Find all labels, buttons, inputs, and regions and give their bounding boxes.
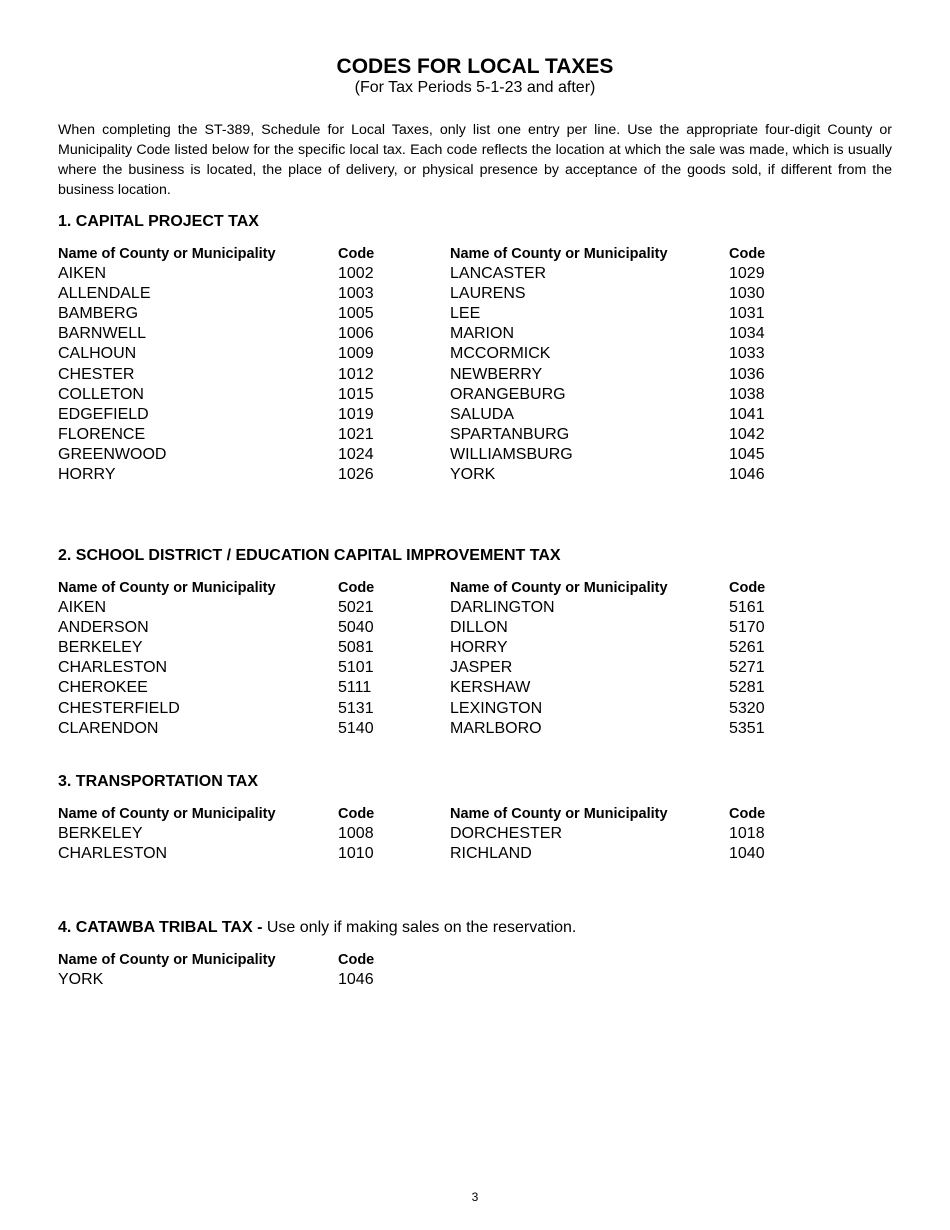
column-name1 xyxy=(58,578,276,739)
column-header-name: Name of County or Municipality xyxy=(450,806,668,822)
county-name: MCCORMICK xyxy=(450,345,551,363)
county-code: 1012 xyxy=(338,365,374,383)
section-heading xyxy=(58,212,892,232)
county-name: CHESTERFIELD xyxy=(58,699,180,717)
county-code: 1029 xyxy=(729,265,765,283)
column-code1 xyxy=(338,244,374,485)
county-name: LAURENS xyxy=(450,285,526,303)
county-name: KERSHAW xyxy=(450,679,531,697)
column-header-name: Name of County or Municipality xyxy=(58,952,276,968)
section-heading-text: 2. SCHOOL DISTRICT / EDUCATION CAPITAL IMPROVEMENT TAX xyxy=(58,547,561,564)
county-code: 5021 xyxy=(338,599,374,617)
page-title: CODES FOR LOCAL TAXES xyxy=(336,55,614,78)
county-name: HORRY xyxy=(58,466,116,484)
column-header-name: Name of County or Municipality xyxy=(58,246,276,262)
section-heading-text: 4. CATAWBA TRIBAL TAX - xyxy=(58,919,267,936)
county-code: 1033 xyxy=(729,345,765,363)
column-header-code: Code xyxy=(729,806,766,822)
section-heading-text: 3. TRANSPORTATION TAX xyxy=(58,773,258,790)
section-heading xyxy=(58,546,892,566)
county-code: 5081 xyxy=(338,639,374,657)
county-name: MARION xyxy=(450,325,514,343)
county-code: 1038 xyxy=(729,385,765,403)
county-name: BERKELEY xyxy=(58,639,143,657)
county-name: CHESTER xyxy=(58,365,135,383)
column-header-name: Name of County or Municipality xyxy=(58,806,276,822)
county-code: 5261 xyxy=(729,639,765,657)
column-code2 xyxy=(729,804,765,864)
column-header-code: Code xyxy=(338,246,375,262)
county-code: 1010 xyxy=(338,845,374,863)
county-name: ANDERSON xyxy=(58,619,149,637)
county-code: 1031 xyxy=(729,305,765,323)
county-code: 5320 xyxy=(729,699,765,717)
section-heading xyxy=(58,918,892,938)
county-name: COLLETON xyxy=(58,385,144,403)
page-subtitle: (For Tax Periods 5-1-23 and after) xyxy=(354,79,596,96)
county-code: 1041 xyxy=(729,405,765,423)
county-name: FLORENCE xyxy=(58,425,146,443)
column-header-code: Code xyxy=(338,580,375,596)
county-code: 5101 xyxy=(338,659,374,677)
county-name: LANCASTER xyxy=(450,265,547,283)
column-code2 xyxy=(729,578,765,739)
county-name: LEXINGTON xyxy=(450,699,543,717)
county-name: YORK xyxy=(58,971,104,989)
county-code: 5351 xyxy=(729,719,765,737)
county-code: 5170 xyxy=(729,619,765,637)
county-name: WILLIAMSBURG xyxy=(450,445,573,463)
county-name: SALUDA xyxy=(450,405,515,423)
county-name: LEE xyxy=(450,305,481,323)
county-code: 1030 xyxy=(729,285,765,303)
county-name: AIKEN xyxy=(58,599,107,617)
intro-paragraph: When completing the ST-389, Schedule for Local Taxes, only list one entry per line. Use the appropriate four-digit County or Municipality Code listed below for the specific local tax. Each code reflects the location at which the sale was made, which is usually where the business is located, the place of delivery, or physical presence by acceptance of the goods sold, if different from the business location. xyxy=(58,122,892,198)
page-number: 3 xyxy=(471,1190,479,1204)
county-code: 1006 xyxy=(338,325,374,343)
column-code1 xyxy=(338,804,374,864)
column-code1 xyxy=(338,578,374,739)
county-code: 5111 xyxy=(338,679,372,697)
county-code: 5271 xyxy=(729,659,765,677)
section-4 xyxy=(58,918,892,990)
county-code: 1021 xyxy=(338,425,374,443)
county-name: ALLENDALE xyxy=(58,285,151,303)
column-name1 xyxy=(58,804,276,864)
county-name: BAMBERG xyxy=(58,305,139,323)
column-name1 xyxy=(58,950,276,990)
county-name: HORRY xyxy=(450,639,508,657)
county-code: 1002 xyxy=(338,265,374,283)
county-name: NEWBERRY xyxy=(450,365,543,383)
county-code: 1003 xyxy=(338,285,374,303)
column-code1 xyxy=(338,950,374,990)
section-2 xyxy=(58,546,892,739)
section-note: Use only if making sales on the reservation. xyxy=(266,919,577,936)
county-code: 1040 xyxy=(729,845,765,863)
county-name: RICHLAND xyxy=(450,845,532,863)
county-code: 1026 xyxy=(338,466,374,484)
codes-table xyxy=(58,950,892,990)
county-name: CALHOUN xyxy=(58,345,137,363)
section-heading-text: 1. CAPITAL PROJECT TAX xyxy=(58,213,259,230)
county-name: SPARTANBURG xyxy=(450,425,570,443)
column-name2 xyxy=(450,244,668,485)
section-1 xyxy=(58,212,892,485)
county-code: 1015 xyxy=(338,385,374,403)
county-code: 5161 xyxy=(729,599,765,617)
column-name2 xyxy=(450,804,668,864)
county-name: DILLON xyxy=(450,619,508,637)
county-name: BARNWELL xyxy=(58,325,147,343)
county-code: 1024 xyxy=(338,445,374,463)
county-name: GREENWOOD xyxy=(58,445,167,463)
column-header-code: Code xyxy=(729,246,766,262)
county-name: CHARLESTON xyxy=(58,659,168,677)
county-name: JASPER xyxy=(450,659,513,677)
county-name: EDGEFIELD xyxy=(58,405,149,423)
county-name: DORCHESTER xyxy=(450,825,563,843)
county-code: 1008 xyxy=(338,825,374,843)
column-header-code: Code xyxy=(338,806,375,822)
county-code: 5040 xyxy=(338,619,374,637)
county-name: MARLBORO xyxy=(450,719,542,737)
county-name: CHEROKEE xyxy=(58,679,148,697)
column-header-code: Code xyxy=(338,952,375,968)
county-name: CHARLESTON xyxy=(58,845,168,863)
section-3 xyxy=(58,772,892,864)
column-name1 xyxy=(58,244,276,485)
codes-table xyxy=(58,244,892,485)
county-name: DARLINGTON xyxy=(450,599,555,617)
county-name: BERKELEY xyxy=(58,825,143,843)
county-code: 5281 xyxy=(729,679,765,697)
county-name: AIKEN xyxy=(58,265,107,283)
codes-table xyxy=(58,804,892,864)
column-header-name: Name of County or Municipality xyxy=(450,246,668,262)
county-code: 1019 xyxy=(338,405,374,423)
county-code: 1036 xyxy=(729,365,765,383)
section-heading xyxy=(58,772,892,792)
column-header-name: Name of County or Municipality xyxy=(450,580,668,596)
column-name2 xyxy=(450,578,668,739)
codes-table xyxy=(58,578,892,739)
county-name: YORK xyxy=(450,466,496,484)
county-code: 5131 xyxy=(338,699,374,717)
column-header-code: Code xyxy=(729,580,766,596)
county-name: ORANGEBURG xyxy=(450,385,566,403)
county-name: CLARENDON xyxy=(58,719,159,737)
column-header-name: Name of County or Municipality xyxy=(58,580,276,596)
county-code: 1046 xyxy=(729,466,765,484)
county-code: 1034 xyxy=(729,325,765,343)
county-code: 1018 xyxy=(729,825,765,843)
county-code: 1005 xyxy=(338,305,374,323)
county-code: 1009 xyxy=(338,345,374,363)
column-code2 xyxy=(729,244,765,485)
county-code: 1046 xyxy=(338,971,374,989)
county-code: 5140 xyxy=(338,719,374,737)
county-code: 1045 xyxy=(729,445,765,463)
county-code: 1042 xyxy=(729,425,765,443)
